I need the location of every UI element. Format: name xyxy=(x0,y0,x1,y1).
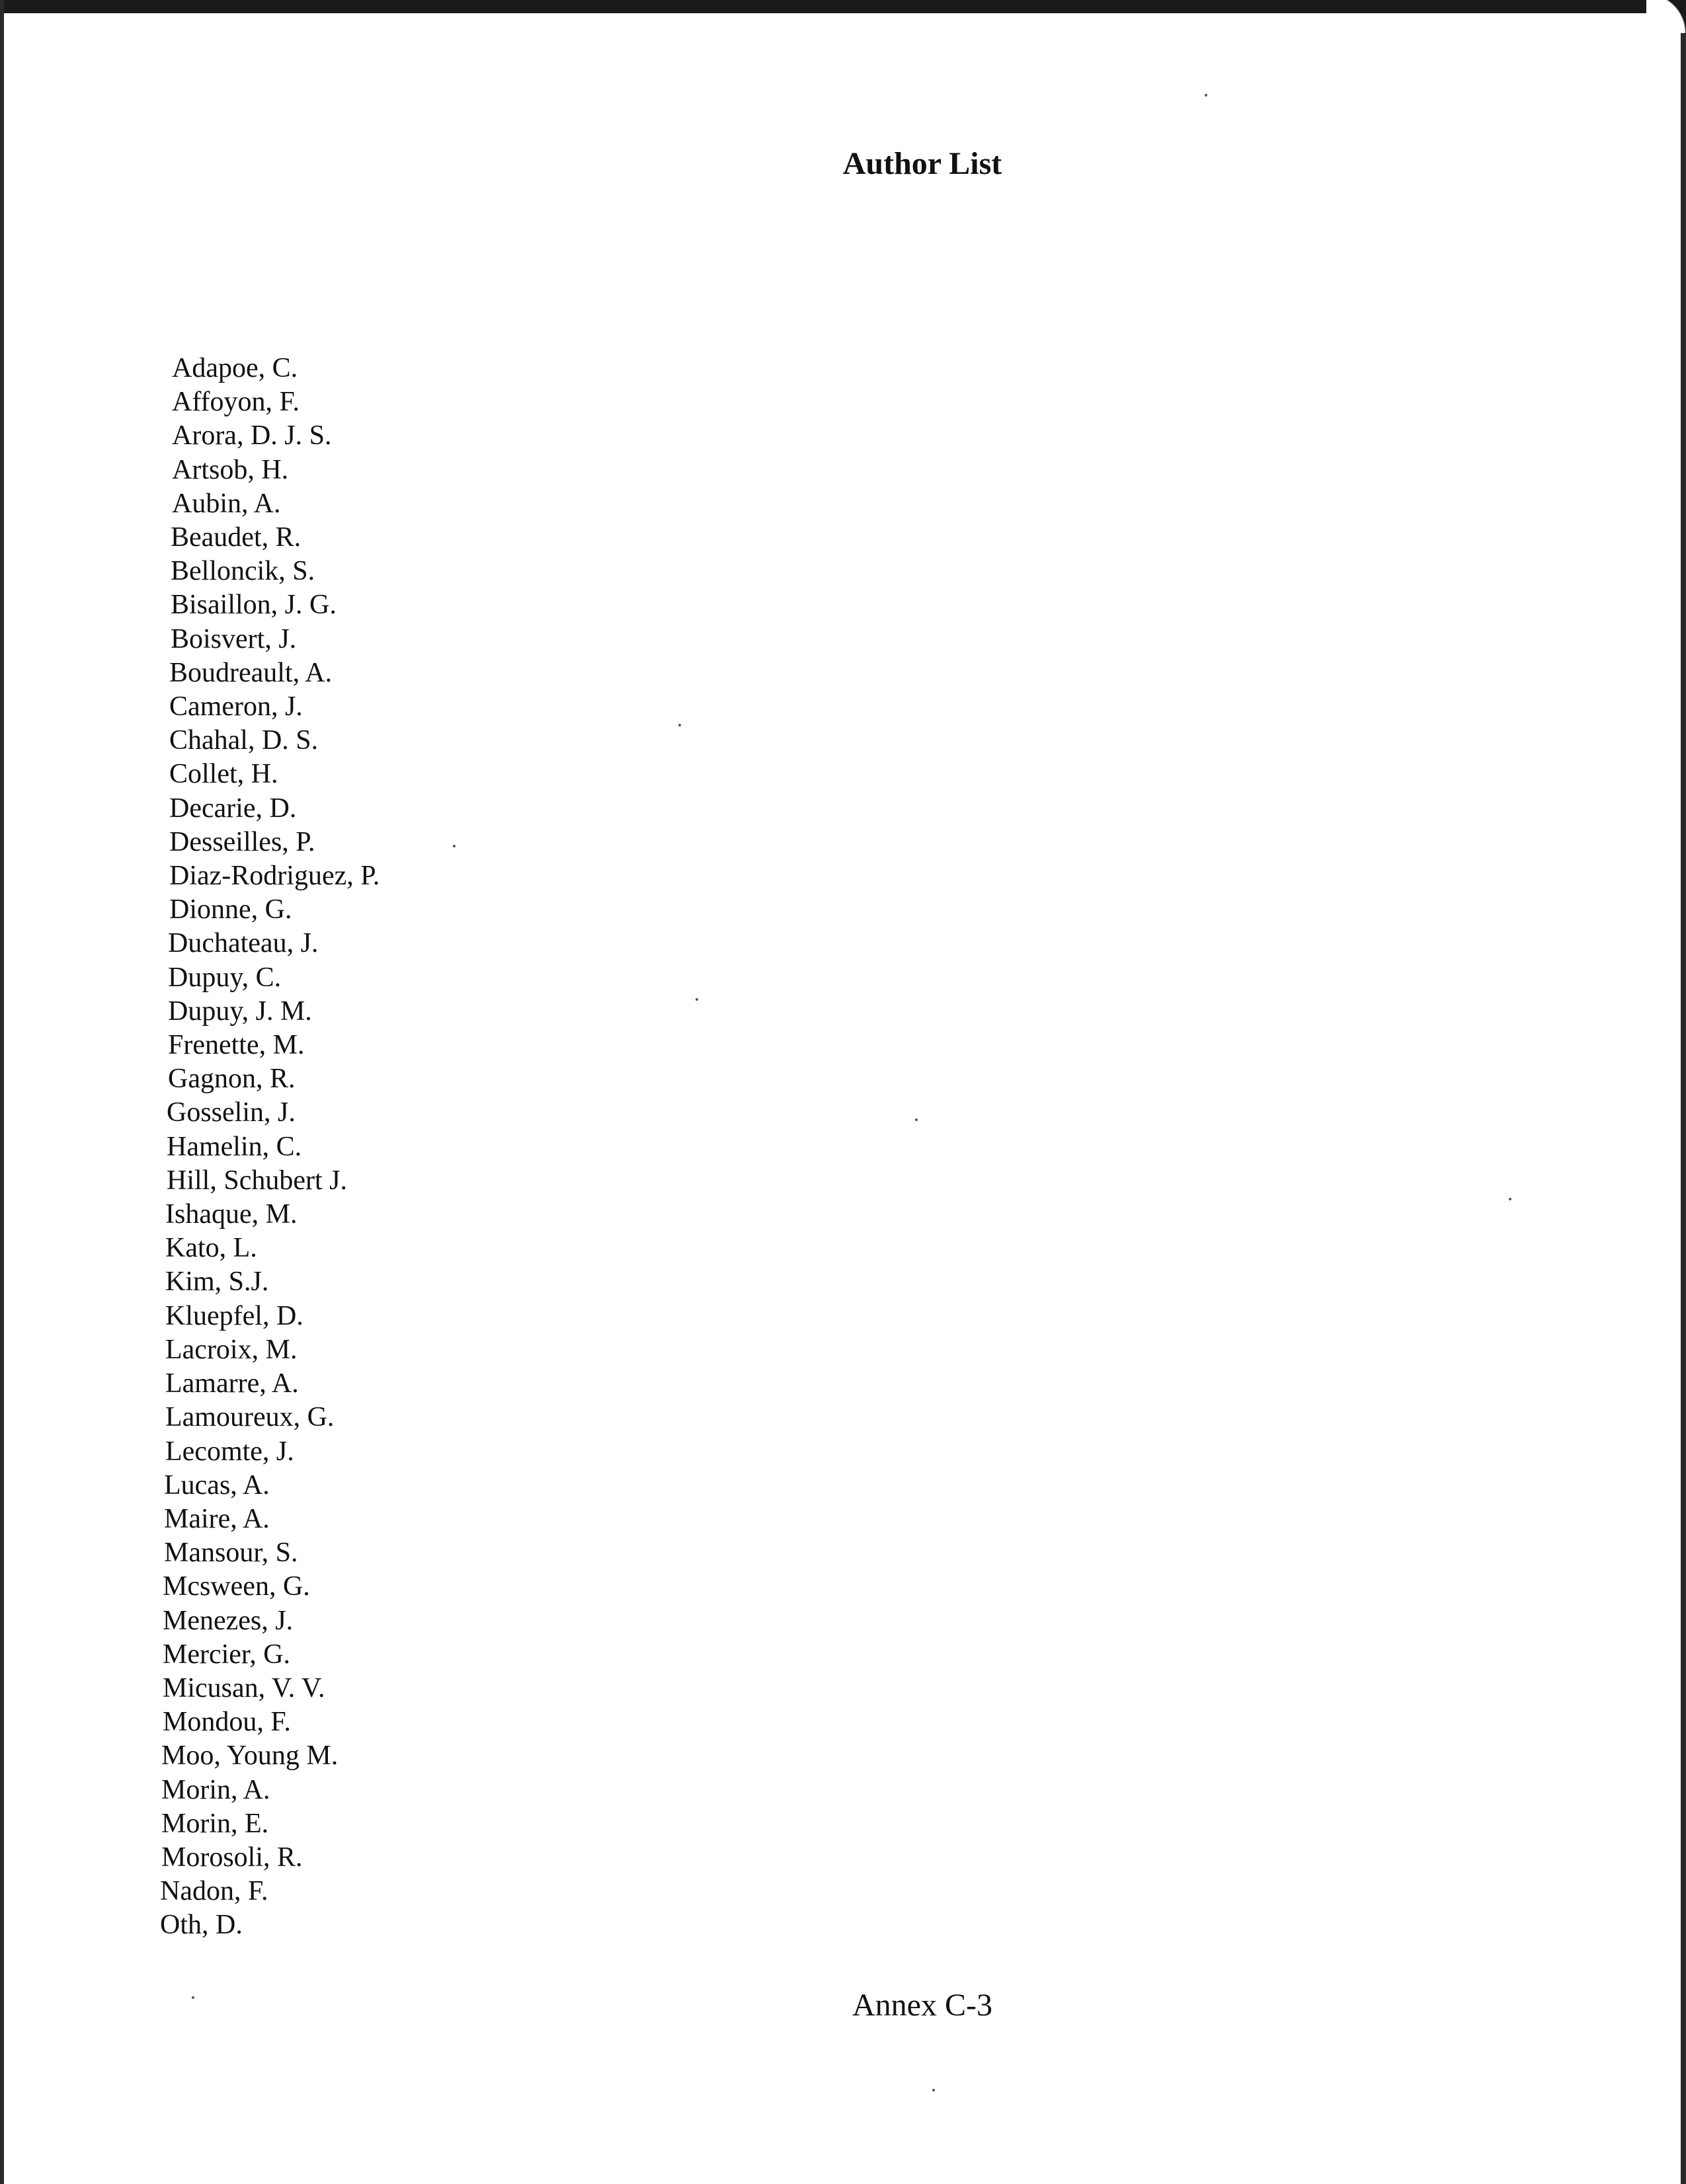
author-list-item: Gagnon, R. xyxy=(168,1064,296,1095)
scan-speck xyxy=(453,845,456,847)
author-list-item: Desseilles, P. xyxy=(169,826,315,857)
author-list-item: Hamelin, C. xyxy=(167,1131,302,1162)
author-list-item: Aubin, A. xyxy=(172,488,281,519)
author-list-item: Arora, D. J. S. xyxy=(172,420,332,451)
author-list-item: Lecomte, J. xyxy=(165,1436,294,1467)
page-title: Author List xyxy=(842,146,1002,182)
author-list-item: Boisvert, J. xyxy=(171,623,297,654)
author-list-item: Kim, S.J. xyxy=(165,1267,269,1298)
author-list-item: Lacroix, M. xyxy=(165,1334,298,1365)
scan-speck xyxy=(1205,94,1207,97)
scan-border-top xyxy=(0,0,1686,13)
author-list-item: Belloncik, S. xyxy=(171,556,315,587)
scan-border-right xyxy=(1681,0,1686,2184)
author-list-item: Hill, Schubert J. xyxy=(167,1165,347,1196)
author-list-item: Collet, H. xyxy=(169,759,278,790)
author-list-item: Oth, D. xyxy=(160,1910,243,1941)
author-list-item: Frenette, M. xyxy=(168,1030,305,1061)
author-list-item: Kluepfel, D. xyxy=(165,1300,303,1331)
page-corner-curl xyxy=(1646,0,1686,33)
author-list-item: Dupuy, C. xyxy=(168,962,282,993)
author-list-item: Kato, L. xyxy=(165,1233,257,1264)
scan-speck xyxy=(1509,1198,1511,1200)
author-list-item: Mansour, S. xyxy=(164,1538,298,1569)
scan-speck xyxy=(696,998,698,1001)
author-list-item: Diaz-Rodriguez, P. xyxy=(169,861,380,892)
author-list-item: Artsob, H. xyxy=(172,454,289,485)
scan-speck xyxy=(915,1118,918,1121)
author-list-item: Moo, Young M. xyxy=(161,1740,339,1772)
scan-speck xyxy=(932,2089,935,2091)
author-list-item: Lamoureux, G. xyxy=(165,1402,335,1433)
scan-border-left xyxy=(0,0,4,2184)
author-list-item: Duchateau, J. xyxy=(168,928,319,959)
author-list-item: Morosoli, R. xyxy=(161,1842,303,1873)
author-list-item: Nadon, F. xyxy=(160,1876,268,1907)
author-list-item: Menezes, J. xyxy=(163,1605,294,1636)
author-list-item: Mcsween, G. xyxy=(163,1571,310,1602)
author-list-item: Mondou, F. xyxy=(163,1707,291,1738)
author-list-item: Ishaque, M. xyxy=(165,1199,298,1230)
author-list-item: Beaudet, R. xyxy=(171,522,301,553)
author-list-item: Bisaillon, J. G. xyxy=(171,590,337,621)
author-list-item: Chahal, D. S. xyxy=(169,725,319,756)
author-list xyxy=(159,352,380,1943)
page-footer: Annex C-3 xyxy=(852,1988,992,2023)
author-list-item: Boudreault, A. xyxy=(169,657,333,688)
author-list-item: Morin, E. xyxy=(161,1808,269,1839)
author-list-item: Morin, A. xyxy=(161,1774,270,1805)
author-list-item: Decarie, D. xyxy=(169,793,297,824)
author-list-item: Mercier, G. xyxy=(163,1639,291,1670)
scan-speck xyxy=(678,724,681,726)
author-list-item: Dupuy, J. M. xyxy=(168,995,312,1027)
author-list-item: Adapoe, C. xyxy=(172,353,298,383)
author-list-item: Maire, A. xyxy=(164,1503,270,1534)
author-list-item: Lamarre, A. xyxy=(165,1368,299,1399)
author-list-item: Lucas, A. xyxy=(164,1469,270,1501)
author-list-item: Dionne, G. xyxy=(169,894,292,925)
author-list-item: Affoyon, F. xyxy=(172,387,300,418)
author-list-item: Cameron, J. xyxy=(169,691,303,722)
author-list-item: Gosselin, J. xyxy=(167,1097,296,1128)
author-list-item: Micusan, V. V. xyxy=(163,1672,325,1703)
